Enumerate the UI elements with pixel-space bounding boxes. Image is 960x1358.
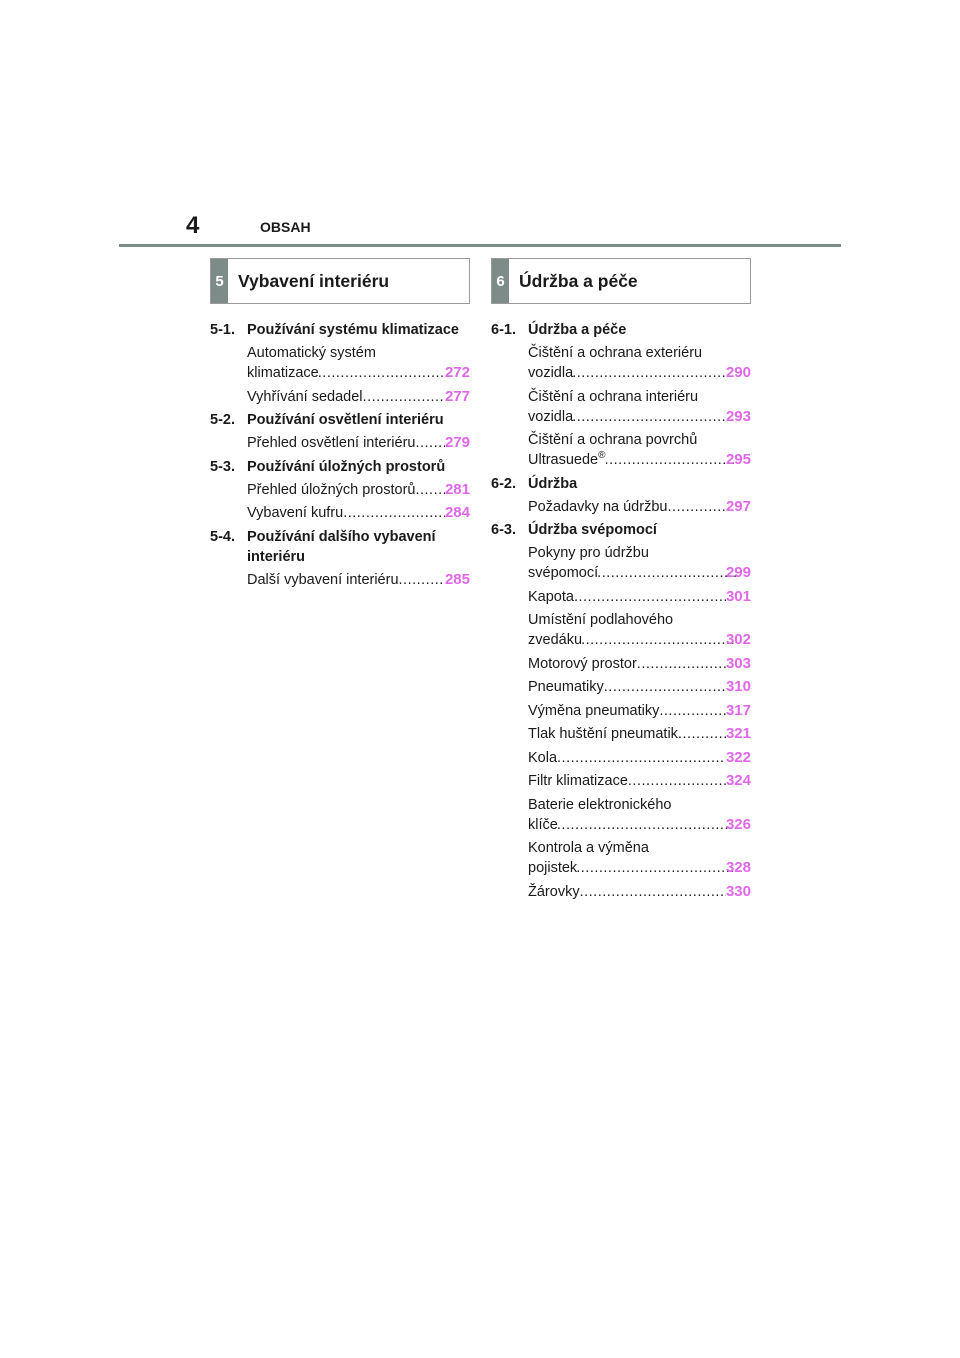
toc-entry-text: Kapota xyxy=(528,588,574,605)
toc-entry-text: Přehled osvětlení interiéru xyxy=(247,435,416,451)
toc-group-number: 5-2. xyxy=(210,412,235,428)
toc-entry-line1: Čištění a ochrana exteriéru xyxy=(528,345,703,361)
dot-leader xyxy=(577,858,736,878)
toc-entry-title xyxy=(528,815,558,835)
toc-page-link[interactable]: 321 xyxy=(725,725,751,742)
toc-page-link[interactable]: 302 xyxy=(725,631,751,648)
toc-group-number: 6-2. xyxy=(491,475,516,492)
toc-entry-line1: Kontrola a výměna xyxy=(528,840,649,856)
toc-entry-title xyxy=(247,387,363,407)
toc-group xyxy=(210,410,470,453)
toc-entry-title xyxy=(528,677,604,697)
dot-leader xyxy=(415,433,445,453)
dot-leader xyxy=(574,587,726,607)
toc-entry-leader-row xyxy=(247,363,470,383)
toc-group-heading[interactable] xyxy=(210,527,470,567)
section-title: Vybavení interiéru xyxy=(238,270,390,291)
toc-group-title: Používání úložných prostorů xyxy=(247,458,446,475)
toc-entry-leader-row xyxy=(528,450,751,470)
toc-entry-text: vozidla xyxy=(528,408,574,425)
toc-entry[interactable] xyxy=(210,343,470,383)
toc-group-heading[interactable] xyxy=(491,474,751,494)
toc-entry-leader-row xyxy=(528,407,751,427)
toc-group xyxy=(491,520,751,902)
toc-entry-line1: Automatický systém xyxy=(247,345,376,361)
toc-entry-text: Pneumatiky xyxy=(528,679,604,695)
toc-page-link[interactable]: 295 xyxy=(725,451,751,468)
dot-leader xyxy=(582,630,736,650)
toc-entry-text: svépomocí xyxy=(528,565,599,581)
toc-group-number: 5-4. xyxy=(210,528,235,545)
toc-entry-leader-row xyxy=(528,748,751,768)
toc-group xyxy=(491,320,751,470)
toc-page-link[interactable]: 297 xyxy=(725,497,751,515)
toc-group xyxy=(210,320,470,407)
toc-entry-title xyxy=(247,503,343,523)
toc-entry-leader-row xyxy=(528,677,751,697)
toc-entry[interactable] xyxy=(491,701,751,721)
dot-leader xyxy=(399,570,445,590)
toc-entry-leader-row xyxy=(528,363,751,383)
toc-entry-title xyxy=(247,570,399,590)
toc-group-title: Používání dalšího vybavení interiéru xyxy=(247,528,436,565)
toc-entry[interactable] xyxy=(210,503,470,523)
toc-entry-text: Filtr klimatizace xyxy=(528,773,628,789)
toc-page-link[interactable]: 293 xyxy=(725,407,751,425)
toc-entry-text: pojistek xyxy=(528,860,578,876)
toc-entry[interactable] xyxy=(210,570,470,590)
toc-group-title: Používání osvětlení interiéru xyxy=(247,412,444,428)
toc-entry-text: Vybavení kufru xyxy=(247,505,344,521)
toc-page-link[interactable]: 322 xyxy=(725,748,751,766)
toc-entry[interactable] xyxy=(210,433,470,453)
toc-entry-leader-row xyxy=(528,563,751,583)
toc-entry-text: Další vybavení interiéru xyxy=(247,571,399,588)
toc-page-link[interactable]: 279 xyxy=(444,434,470,451)
toc-group-title: Údržba a péče xyxy=(528,322,627,338)
toc-entry-text: klíče xyxy=(528,816,558,833)
dot-leader xyxy=(667,497,726,517)
toc-entry-leader-row xyxy=(528,587,751,607)
toc-entry[interactable] xyxy=(491,724,751,744)
toc-entry-line1: Čištění a ochrana povrchů xyxy=(528,432,698,448)
toc-group-heading[interactable] xyxy=(491,520,751,540)
toc-page-link[interactable]: 284 xyxy=(444,504,470,521)
dot-leader xyxy=(628,771,726,791)
toc-entry[interactable] xyxy=(491,795,751,835)
dot-leader xyxy=(558,815,736,835)
section-header xyxy=(491,258,751,304)
toc-entry-title xyxy=(528,701,659,721)
toc-group-number: 5-1. xyxy=(210,322,235,338)
toc-group-title: Údržba xyxy=(528,475,578,492)
toc-entry-title xyxy=(528,450,606,470)
toc-entry[interactable] xyxy=(491,587,751,607)
toc-column-5 xyxy=(210,258,470,593)
toc-entry-title xyxy=(528,748,557,768)
toc-entry-text: Výměna pneumatiky xyxy=(528,702,660,719)
registered-mark: ® xyxy=(598,450,606,462)
toc-entry-text: Ultrasuede xyxy=(528,452,599,468)
toc-entry[interactable] xyxy=(491,882,751,902)
toc-entry[interactable] xyxy=(491,677,751,697)
toc-entry-leader-row xyxy=(528,858,751,878)
toc-entry-leader-row xyxy=(247,433,470,453)
toc-entry-title xyxy=(528,563,599,583)
toc-entry-text: Motorový prostor xyxy=(528,655,637,672)
toc-entry-leader-row xyxy=(247,480,470,500)
toc-entry[interactable] xyxy=(491,387,751,427)
toc-list xyxy=(210,320,470,590)
section-title: Údržba a péče xyxy=(519,270,638,291)
toc-page-link[interactable]: 281 xyxy=(444,480,470,498)
toc-group-title: Údržba svépomocí xyxy=(528,522,657,538)
section-number-tab: 5 xyxy=(211,259,228,303)
toc-entry-title xyxy=(528,654,637,674)
toc-group-heading[interactable] xyxy=(210,410,470,430)
dot-leader xyxy=(319,363,455,383)
toc-entry-text: Tlak huštění pneumatik xyxy=(528,726,678,742)
toc-entry[interactable] xyxy=(491,343,751,383)
toc-page-link[interactable]: 317 xyxy=(725,701,751,719)
toc-group-heading[interactable] xyxy=(210,320,470,340)
toc-entry-leader-row xyxy=(247,503,470,523)
dot-leader xyxy=(637,654,726,674)
toc-group-title: Používání systému klimatizace xyxy=(247,322,459,338)
toc-group-number: 6-1. xyxy=(491,322,516,338)
toc-entry[interactable] xyxy=(210,387,470,407)
toc-entry[interactable] xyxy=(491,654,751,674)
toc-page-link[interactable]: 330 xyxy=(725,882,751,900)
dot-leader xyxy=(604,677,726,697)
toc-entry-title xyxy=(528,724,678,744)
toc-entry-title xyxy=(528,882,580,902)
toc-entry-text: Přehled úložných prostorů xyxy=(247,481,416,498)
toc-page-link[interactable]: 299 xyxy=(725,564,751,581)
toc-page-link[interactable]: 324 xyxy=(725,772,751,789)
toc-entry-text: klimatizace xyxy=(247,365,319,381)
toc-entry-leader-row xyxy=(528,771,751,791)
toc-page-link[interactable]: 272 xyxy=(444,364,470,381)
toc-group-number: 5-3. xyxy=(210,458,235,475)
toc-entry[interactable] xyxy=(491,430,751,470)
dot-leader xyxy=(598,563,736,583)
toc-entry-text: Žárovky xyxy=(528,883,580,900)
toc-entry-line1: Baterie elektronického xyxy=(528,796,672,813)
dot-leader xyxy=(415,480,445,500)
toc-entry-text: Vyhřívání sedadel xyxy=(247,388,363,405)
toc-entry-title xyxy=(247,363,319,383)
toc-entry-title xyxy=(528,363,574,383)
toc-entry[interactable] xyxy=(210,480,470,500)
dot-leader xyxy=(557,748,726,768)
dot-leader xyxy=(363,387,445,407)
toc-entry-line1: Umístění podlahového xyxy=(528,612,674,628)
toc-entry-title xyxy=(528,587,574,607)
toc-entry-leader-row xyxy=(528,701,751,721)
toc-entry-title xyxy=(528,858,578,878)
dot-leader xyxy=(573,363,736,383)
toc-entry-leader-row xyxy=(528,630,751,650)
toc-group xyxy=(210,527,470,590)
toc-entry[interactable] xyxy=(491,497,751,517)
dot-leader xyxy=(343,503,445,523)
dot-leader xyxy=(606,450,736,470)
section-header xyxy=(210,258,470,304)
toc-group xyxy=(491,474,751,517)
toc-entry-text: Požadavky na údržbu xyxy=(528,498,668,515)
toc-entry-line1: Pokyny pro údržbu xyxy=(528,545,649,561)
toc-page-link[interactable]: 285 xyxy=(444,570,470,588)
toc-entry[interactable] xyxy=(491,748,751,768)
toc-group-heading[interactable] xyxy=(491,320,751,340)
running-title: OBSAH xyxy=(260,219,311,235)
toc-entry-leader-row xyxy=(528,497,751,517)
toc-page-link[interactable]: 301 xyxy=(725,587,751,605)
toc-entry-leader-row xyxy=(247,570,470,590)
toc-entry[interactable] xyxy=(491,610,751,650)
toc-entry-title xyxy=(528,407,574,427)
toc-page-link[interactable]: 277 xyxy=(444,387,470,405)
toc-entry-leader-row xyxy=(528,815,751,835)
toc-entry-text: zvedáku xyxy=(528,632,583,648)
toc-column-6 xyxy=(491,258,751,905)
toc-entry-title xyxy=(247,480,415,500)
toc-page-link[interactable]: 310 xyxy=(725,678,751,695)
toc-entry[interactable] xyxy=(491,771,751,791)
toc-entry-title xyxy=(247,433,415,453)
toc-entry[interactable] xyxy=(491,543,751,583)
toc-entry[interactable] xyxy=(491,838,751,878)
toc-entry-title xyxy=(528,630,583,650)
toc-entry-title xyxy=(528,497,667,517)
section-number-tab: 6 xyxy=(492,259,509,303)
toc-entry-title xyxy=(528,771,628,791)
toc-group-heading[interactable] xyxy=(210,457,470,477)
toc-page-link[interactable]: 328 xyxy=(725,859,751,876)
dot-leader xyxy=(659,701,726,721)
toc-page-link[interactable]: 290 xyxy=(725,364,751,381)
toc-entry-leader-row xyxy=(528,882,751,902)
toc-page-link[interactable]: 303 xyxy=(725,654,751,672)
toc-entry-text: vozidla xyxy=(528,365,574,381)
header-rule xyxy=(119,244,841,247)
toc-entry-line1: Čištění a ochrana interiéru xyxy=(528,388,699,405)
dot-leader xyxy=(573,407,736,427)
toc-entry-leader-row xyxy=(528,724,751,744)
toc-group xyxy=(210,457,470,524)
page-number: 4 xyxy=(186,212,200,239)
toc-entry-leader-row xyxy=(247,387,470,407)
toc-entry-text: Kola xyxy=(528,749,558,766)
toc-page-link[interactable]: 326 xyxy=(725,815,751,833)
toc-entry-leader-row xyxy=(528,654,751,674)
dot-leader xyxy=(678,724,726,744)
toc-list xyxy=(491,320,751,902)
dot-leader xyxy=(580,882,726,902)
toc-group-number: 6-3. xyxy=(491,522,516,538)
